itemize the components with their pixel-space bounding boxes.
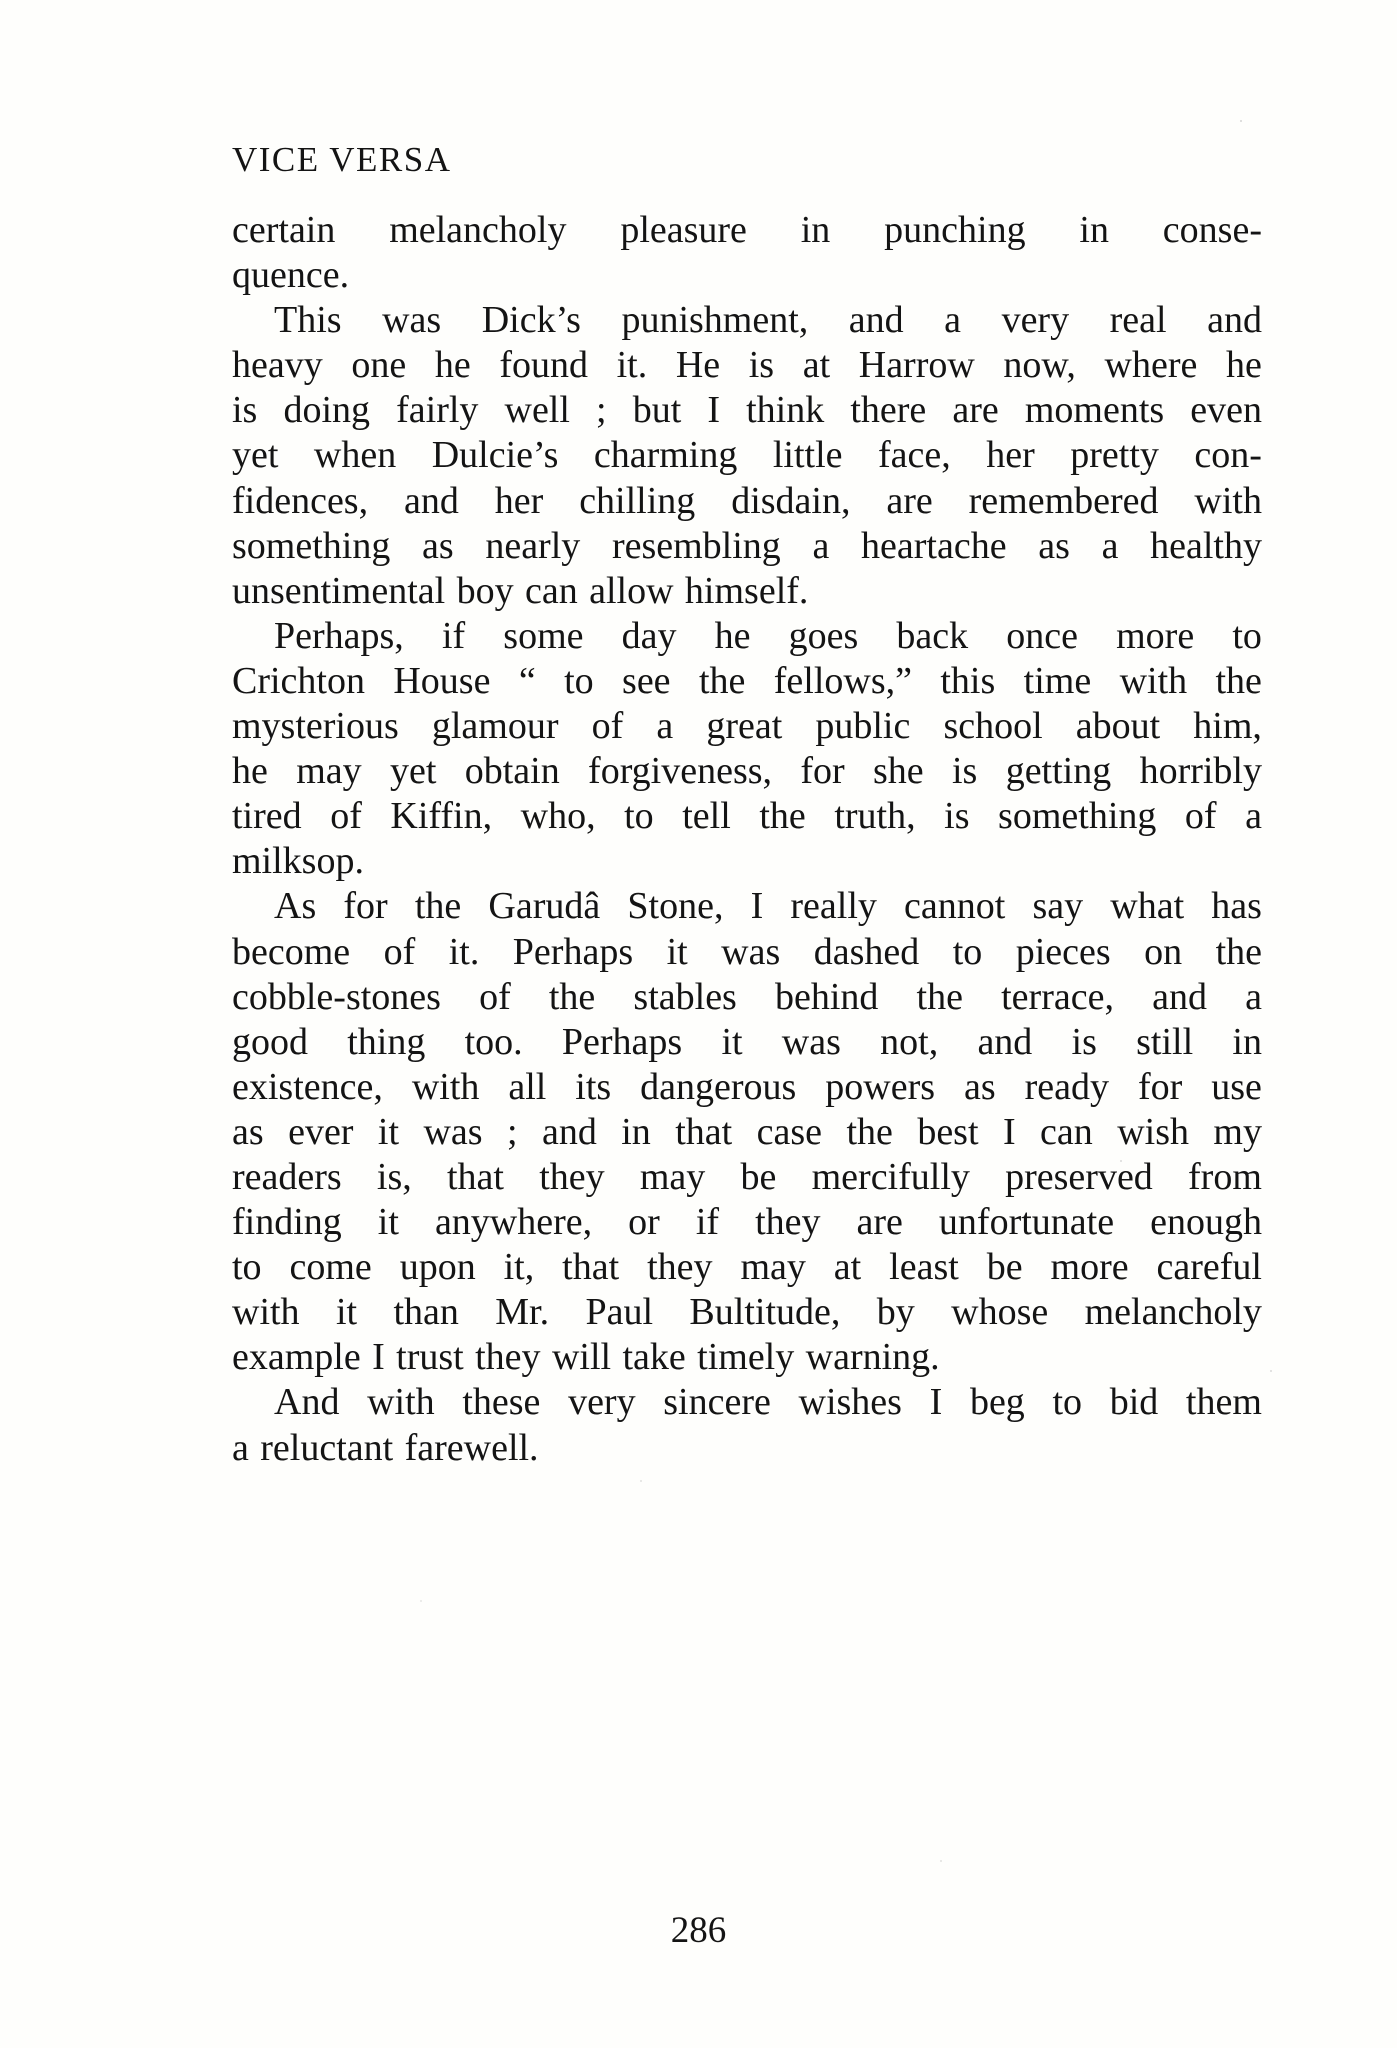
word: it [721, 1020, 743, 1063]
word: and [977, 1020, 1033, 1063]
word: at [833, 1246, 862, 1289]
word: Mr. [495, 1291, 550, 1334]
word: charming [593, 434, 738, 477]
word: enough [1150, 1201, 1262, 1244]
word: beg [969, 1381, 1025, 1424]
word: he [232, 750, 268, 793]
word: as [1038, 524, 1070, 567]
text-line [232, 298, 1262, 343]
word: I [707, 389, 720, 432]
word: more [1116, 614, 1195, 657]
word: a [944, 299, 962, 342]
word: tell [682, 795, 731, 838]
word: certain [232, 209, 336, 251]
word: use [1211, 1065, 1262, 1108]
word: finding [232, 1201, 342, 1244]
text-line [232, 839, 1262, 884]
text-line [232, 1020, 1262, 1065]
word: real [1109, 299, 1167, 342]
word: is [232, 389, 258, 432]
word: to [952, 930, 983, 973]
word: Perhaps, [274, 614, 404, 657]
word: think [746, 389, 825, 432]
page-number: 286 [670, 1910, 727, 1951]
word: wishes [798, 1381, 902, 1424]
word: Garudâ [488, 885, 601, 928]
word: truth, [834, 795, 916, 838]
word: glamour [431, 705, 559, 748]
word: disdain, [731, 479, 851, 522]
text-line [232, 659, 1262, 704]
word: its [575, 1065, 612, 1108]
word: of [591, 705, 624, 748]
word: with [367, 1381, 435, 1424]
word: con- [1194, 434, 1262, 477]
word: careful [1156, 1246, 1262, 1289]
word: them [1185, 1381, 1262, 1424]
text-line [232, 1110, 1262, 1155]
word: than [393, 1291, 459, 1334]
word: as [964, 1065, 996, 1108]
word: and [404, 479, 459, 522]
word: the [759, 795, 806, 838]
text-line [232, 479, 1262, 524]
scan-speck [1120, 1160, 1122, 1162]
word: more [1050, 1246, 1129, 1289]
word: stables [633, 975, 737, 1018]
word: was [781, 1020, 841, 1063]
word: great [706, 705, 783, 748]
word: in [800, 209, 831, 251]
word: healthy [1150, 524, 1262, 567]
word: become [232, 930, 351, 973]
word: As [274, 885, 317, 928]
word: about [1075, 705, 1161, 748]
word: Harrow [858, 344, 975, 387]
word: well [504, 389, 570, 432]
word: see [622, 659, 671, 702]
word: my [1213, 1110, 1262, 1153]
word: Stone, [627, 885, 724, 928]
word: I [372, 1336, 385, 1379]
word: boy [456, 569, 514, 612]
word: for [343, 885, 388, 928]
text-line [232, 930, 1262, 975]
word: as [422, 524, 454, 567]
word: good [232, 1020, 308, 1063]
word: that [562, 1246, 620, 1289]
word: conse- [1162, 209, 1262, 251]
word: little [772, 434, 843, 477]
word: all [508, 1065, 547, 1108]
word: if [441, 614, 466, 657]
word: once [1006, 614, 1078, 657]
word: I [929, 1381, 943, 1424]
word: mysterious [232, 705, 399, 748]
word: powers [825, 1065, 936, 1108]
word: upon [399, 1246, 476, 1289]
word: is, [376, 1155, 412, 1198]
word: the [1215, 659, 1262, 702]
word: example [232, 1336, 361, 1379]
word: who, [520, 795, 596, 838]
word: they [647, 1246, 713, 1289]
word: cannot [904, 885, 1006, 928]
word: bid [1109, 1381, 1159, 1424]
word: with [232, 1291, 300, 1334]
word: or [628, 1201, 660, 1244]
word: getting [1005, 750, 1112, 793]
word: pieces [1015, 930, 1111, 973]
scan-speck [640, 1480, 642, 1482]
word: by [876, 1291, 915, 1334]
word: anywhere, [434, 1201, 593, 1244]
word: it [377, 1110, 400, 1153]
word: are [856, 1201, 903, 1244]
word: a [656, 705, 674, 748]
word: now, [1003, 344, 1076, 387]
word: resembling [611, 524, 781, 567]
word: preserved [1005, 1155, 1153, 1198]
text-line [232, 1426, 1262, 1471]
word: they [755, 1201, 821, 1244]
word: dangerous [640, 1065, 797, 1108]
word: he [714, 614, 751, 657]
word: be [986, 1246, 1023, 1289]
word: punishment, [621, 299, 809, 342]
word: but [632, 389, 682, 432]
word: dashed [813, 930, 920, 973]
word: was [721, 930, 781, 973]
word: pleasure [620, 209, 747, 251]
word: fellows,” [773, 659, 912, 702]
word: whose [951, 1291, 1049, 1334]
word: warning. [805, 1336, 940, 1379]
word: her [494, 479, 544, 522]
word: what [1110, 885, 1185, 928]
word: was [423, 1110, 483, 1153]
text-line [232, 433, 1262, 478]
word: Perhaps [512, 930, 634, 973]
word: not, [880, 1020, 939, 1063]
text-line [232, 1290, 1262, 1335]
text-line [232, 569, 1262, 614]
text-line [232, 749, 1262, 794]
word: can [1040, 1110, 1093, 1153]
word: that [447, 1155, 504, 1198]
word: has [1211, 885, 1262, 928]
word: a [1245, 795, 1262, 838]
running-head: VICE VERSA [232, 140, 452, 179]
word: say [1032, 885, 1084, 928]
word: unfortunate [938, 1201, 1115, 1244]
word: is [944, 795, 970, 838]
word: a [812, 524, 830, 567]
word: doing [283, 389, 371, 432]
word: it. [448, 930, 480, 973]
word: This [274, 299, 342, 342]
word: himself. [684, 569, 809, 612]
word: the [916, 975, 963, 1018]
word: to [1052, 1381, 1083, 1424]
word: really [790, 885, 877, 928]
text-line [232, 388, 1262, 433]
word: trust [396, 1336, 464, 1379]
text-line [232, 253, 1262, 298]
word: are [952, 389, 999, 432]
word: heartache [861, 524, 1007, 567]
word: for [800, 750, 845, 793]
word: this [940, 659, 996, 702]
word: very [568, 1381, 636, 1424]
word: House [393, 659, 491, 702]
scan-speck [940, 1860, 942, 1862]
word: one [351, 344, 407, 387]
word: that [675, 1110, 733, 1153]
word: will [551, 1336, 612, 1379]
word: ; [596, 389, 607, 432]
word: it [666, 930, 688, 973]
word: remembered [968, 479, 1159, 522]
word: and [541, 1110, 597, 1153]
text-line [232, 1200, 1262, 1245]
scan-speck [1270, 1370, 1272, 1372]
word: him, [1193, 705, 1262, 748]
word: is [1071, 1020, 1097, 1063]
word: these [462, 1381, 541, 1424]
word: he [434, 344, 471, 387]
word: I [1002, 1110, 1016, 1153]
text-line [232, 343, 1262, 388]
word: case [756, 1110, 823, 1153]
word: day [621, 614, 677, 657]
word: and [1152, 975, 1207, 1018]
text-line [232, 1335, 1262, 1380]
word: of [479, 975, 511, 1018]
word: on [1144, 930, 1183, 973]
word: best [917, 1110, 979, 1153]
word: is [952, 750, 978, 793]
word: her [986, 434, 1035, 477]
word: pretty [1070, 434, 1159, 477]
text-line [232, 1245, 1262, 1290]
word: allow [589, 569, 674, 612]
word: the [846, 1110, 893, 1153]
scan-speck [1240, 120, 1242, 122]
word: for [1137, 1065, 1183, 1108]
word: yet [232, 434, 279, 477]
text-line [232, 524, 1262, 569]
word: existence, [232, 1065, 383, 1108]
word: ; [506, 1110, 518, 1153]
word: with [1194, 479, 1262, 522]
word: take [622, 1336, 686, 1379]
word: He [675, 344, 721, 387]
word: it. [616, 344, 648, 387]
word: farewell. [404, 1426, 539, 1469]
word: at [802, 344, 831, 387]
word: there [850, 389, 927, 432]
word: to [564, 659, 594, 702]
word: reluctant [260, 1426, 394, 1469]
word: ever [288, 1110, 354, 1153]
word: fairly [396, 389, 479, 432]
word: tired [232, 795, 302, 838]
word: some [503, 614, 584, 657]
word: Paul [585, 1291, 654, 1334]
word: thing [347, 1020, 426, 1063]
word: if [695, 1201, 720, 1244]
word: he [1225, 344, 1262, 387]
word: it, [503, 1246, 535, 1289]
word: moments [1024, 389, 1165, 432]
word: found [499, 344, 588, 387]
word: the [698, 659, 746, 702]
word: chilling [579, 479, 696, 522]
word: school [943, 705, 1043, 748]
word: something [998, 795, 1157, 838]
word: least [889, 1246, 959, 1289]
word: Perhaps [561, 1020, 683, 1063]
word: can [524, 569, 578, 612]
word: fidences, [232, 479, 369, 522]
word: sincere [663, 1381, 771, 1424]
word: “ [518, 659, 536, 702]
word: it [335, 1291, 358, 1334]
word: to [624, 795, 654, 838]
word: readers [232, 1155, 342, 1198]
word: in [621, 1110, 651, 1153]
word: terrace, [1001, 975, 1114, 1018]
word: to [232, 1246, 262, 1289]
word: may [296, 750, 362, 793]
text-line [232, 975, 1262, 1020]
word: face, [877, 434, 951, 477]
word: even [1190, 389, 1262, 432]
word: obtain [464, 750, 560, 793]
word: with [1119, 659, 1188, 702]
word: nearly [485, 524, 581, 567]
word: where [1104, 344, 1198, 387]
text-line [232, 884, 1262, 929]
word: milksop. [232, 840, 364, 883]
word: timely [697, 1336, 795, 1379]
word: the [1215, 930, 1262, 973]
word: from [1188, 1155, 1262, 1198]
word: the [414, 885, 462, 928]
word: goes [788, 614, 859, 657]
text-line [232, 208, 1262, 253]
word: and [1207, 299, 1262, 342]
word: Kiffin, [390, 795, 493, 838]
scan-speck [420, 1600, 422, 1602]
word: a [232, 1426, 249, 1469]
word: horribly [1139, 750, 1262, 793]
word: with [411, 1065, 480, 1108]
word: as [232, 1110, 264, 1153]
word: wish [1117, 1110, 1189, 1153]
word: a [1245, 975, 1262, 1018]
word: to [1232, 614, 1262, 657]
word: was [382, 299, 442, 342]
word: Crichton [232, 659, 365, 702]
word: cobble-stones [232, 975, 441, 1018]
text-line [232, 1380, 1262, 1425]
word: I [750, 885, 764, 928]
word: she [873, 750, 924, 793]
word: very [1001, 299, 1070, 342]
word: when [313, 434, 397, 477]
word: it [377, 1201, 399, 1244]
text-line [232, 1155, 1262, 1200]
word: ready [1024, 1065, 1109, 1108]
word: in [1079, 209, 1109, 251]
text-line [232, 614, 1262, 659]
word: punching [884, 209, 1026, 251]
word: forgiveness, [588, 750, 773, 793]
word: Bultitude, [689, 1291, 841, 1334]
word: may [639, 1155, 706, 1198]
word: mercifully [811, 1155, 970, 1198]
word: be [740, 1155, 777, 1198]
word: are [886, 479, 933, 522]
body-text [232, 208, 1262, 1471]
word: public [815, 705, 911, 748]
word: come [289, 1246, 372, 1289]
word: in [1232, 1020, 1262, 1063]
word: may [740, 1246, 806, 1289]
word: heavy [232, 344, 323, 387]
word: something [232, 524, 391, 567]
word: and [848, 299, 904, 342]
word: Dick’s [481, 299, 581, 342]
word: yet [389, 750, 437, 793]
word: of [1184, 795, 1217, 838]
word: behind [774, 975, 879, 1018]
word: unsentimental [232, 569, 446, 612]
text-line [232, 1065, 1262, 1110]
word: time [1023, 659, 1092, 702]
word: Dulcie’s [431, 434, 559, 477]
word: back [896, 614, 969, 657]
word: they [539, 1155, 605, 1198]
word: a [1101, 524, 1119, 567]
word: And [274, 1381, 340, 1424]
word: of [383, 930, 416, 973]
word: they [475, 1336, 541, 1379]
word: is [748, 344, 775, 387]
text-line [232, 704, 1262, 749]
word: still [1136, 1020, 1194, 1063]
word: melancholy [389, 209, 567, 251]
word: melancholy [1084, 1291, 1262, 1334]
word: too. [464, 1020, 523, 1063]
text-line [232, 794, 1262, 839]
word: quence. [232, 254, 350, 297]
word: of [330, 795, 362, 838]
word: the [548, 975, 596, 1018]
